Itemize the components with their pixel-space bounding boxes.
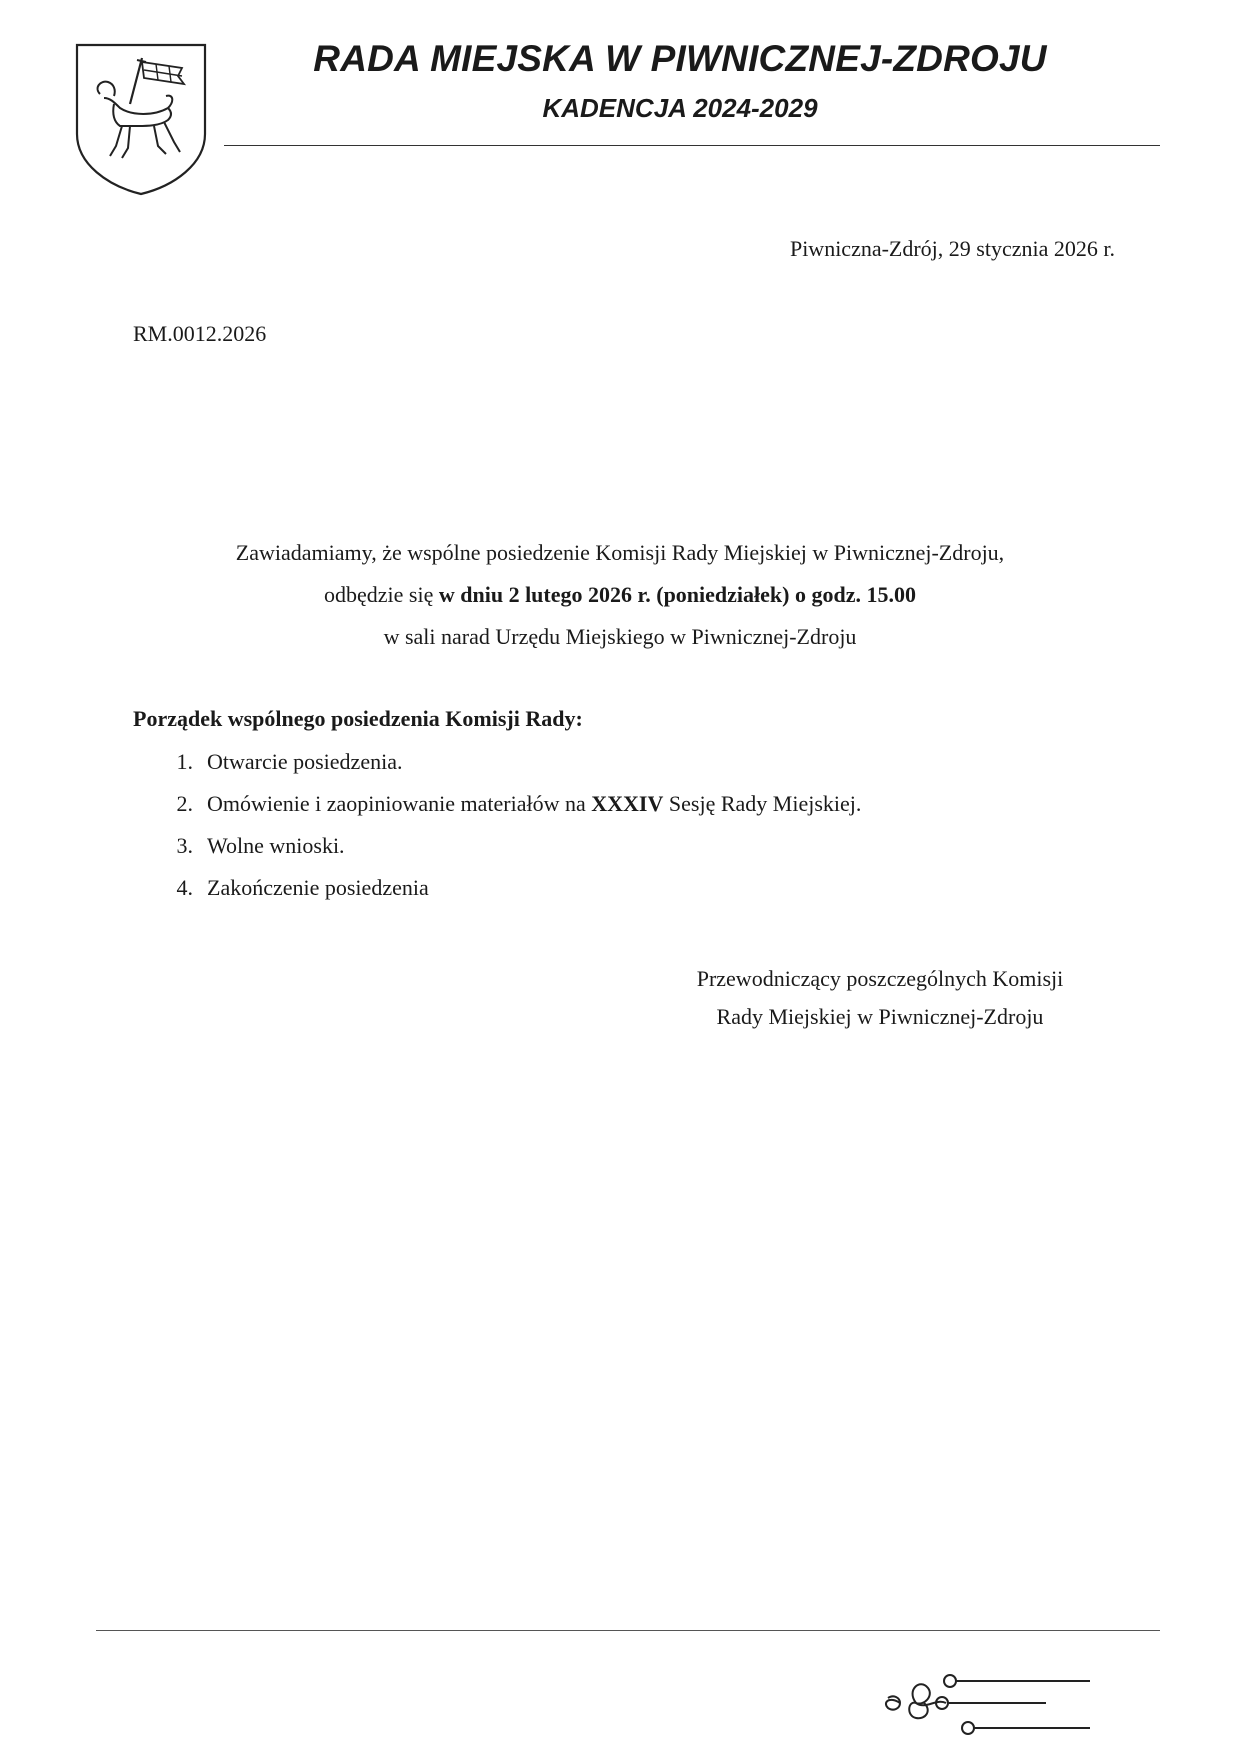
signature-line-1: Przewodniczący poszczególnych Komisji [696,966,1064,991]
coat-of-arms-icon [74,42,208,196]
agenda-item-number: 1. [176,749,193,774]
signature-block [655,960,1105,1036]
agenda-item [133,789,861,831]
notice-line-2-prefix: odbędzie się [324,582,439,607]
agenda-item-number: 4. [176,875,193,900]
agenda-item-number: 2. [176,791,193,816]
agenda-item-number: 3. [176,833,193,858]
agenda-item-text-end: Sesję Rady Miejskiej. [663,791,862,816]
header-divider [224,145,1160,146]
agenda-item-text: Wolne wnioski. [207,833,345,858]
council-title: RADA MIEJSKA W PIWNICZNEJ-ZDROJU [313,38,1047,79]
agenda-list [133,747,861,915]
agenda-title: Porządek wspólnego posiedzenia Komisji Rady: [133,706,583,731]
footer-divider [96,1630,1160,1631]
meeting-date-time: w dniu 2 lutego 2026 r. (poniedziałek) o godz. 15.00 [438,582,916,607]
session-number: XXXIV [591,791,664,816]
notice-line-1: Zawiadamiamy, że wspólne posiedzenie Komisji Rady Miejskiej w Piwnicznej-Zdroju, [235,540,1005,565]
agenda-item-text: Zakończenie posiedzenia [207,875,429,900]
place-and-date: Piwniczna-Zdrój, 29 stycznia 2026 r. [789,236,1115,261]
reference-number: RM.0012.2026 [133,321,267,346]
signature-line-2: Rady Miejskiej w Piwnicznej-Zdroju [716,1004,1044,1029]
agenda-item [133,747,861,789]
meeting-notice [120,532,1120,658]
agenda-item-text: Omówienie i zaopiniowanie materiałów na [207,791,592,816]
notice-line-3: w sali narad Urzędu Miejskiego w Piwnicznej-Zdroju [383,624,857,649]
agenda-item-text: Otwarcie posiedzenia. [207,749,403,774]
agenda-item [133,831,861,873]
decorative-flourish-icon [876,1668,1106,1738]
agenda-item [133,873,861,915]
notice-line-2 [120,574,1120,616]
term-subtitle: KADENCJA 2024-2029 [542,93,818,123]
